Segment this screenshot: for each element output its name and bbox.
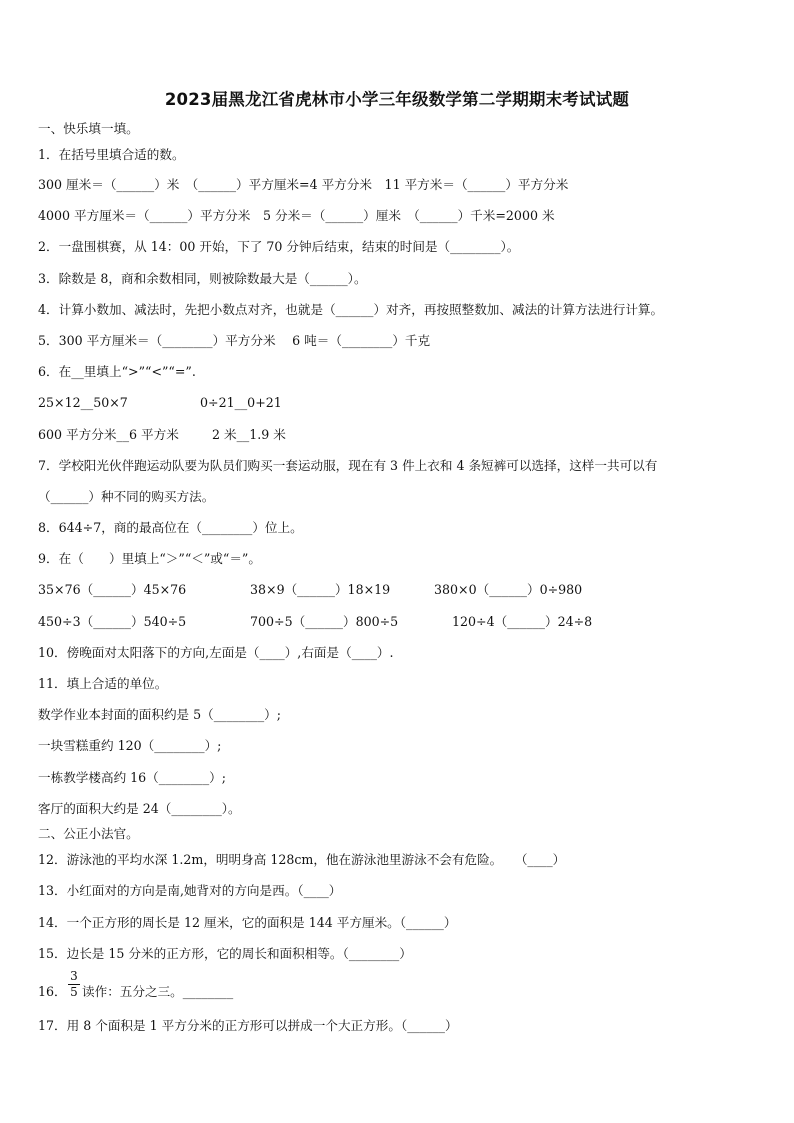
question-9-row-1-item-3: 380×0（______）0÷980 xyxy=(434,582,583,597)
question-17: 17．用 8 个面积是 1 平方分米的正方形可以拼成一个大正方形。（______） xyxy=(38,1018,458,1033)
fraction-three-fifths xyxy=(68,970,80,999)
question-6-item-c: 600 平方分米__6 平方米 xyxy=(38,427,179,442)
question-11-item-c: 一栋教学楼高约 16（________）; xyxy=(38,770,226,785)
question-4: 4．计算小数加、减法时，先把小数点对齐，也就是（______）对齐，再按照整数加、减法的计算方法进行计算。 xyxy=(38,302,664,317)
question-9-row-1-item-2: 38×9（______）18×19 xyxy=(250,582,391,597)
question-13: 13．小红面对的方向是南,她背对的方向是西。（____） xyxy=(38,883,342,898)
question-5: 5．300 平方厘米＝（________）平方分米 6 吨＝（________）千克 xyxy=(38,333,431,348)
question-6-item-b: 0÷21__0+21 xyxy=(200,395,282,410)
question-8: 8．644÷7，商的最高位在（________）位上。 xyxy=(38,520,303,535)
question-11-item-d: 客厅的面积大约是 24（________）。 xyxy=(38,801,241,816)
question-11-item-b: 一块雪糕重约 120（________）; xyxy=(38,738,222,753)
question-1-line-1: 300 厘米＝（______）米 （______）平方厘米=4 平方分米 11 平方米＝（______）平方分米 xyxy=(38,177,569,192)
question-7-line-1: 7．学校阳光伙伴跑运动队要为队员们购买一套运动服，现在有 3 件上衣和 4 条短裤可以选择，这样一共可以有 xyxy=(38,458,658,473)
section-heading-true-false: 二、公正小法官。 xyxy=(38,826,139,841)
question-14: 14．一个正方形的周长是 12 厘米，它的面积是 144 平方厘米。（______） xyxy=(38,915,457,930)
question-9-stem: 9．在（ ）里填上“＞”“＜”或“＝”。 xyxy=(38,551,261,566)
question-12: 12．游泳池的平均水深 1.2m，明明身高 128cm，他在游泳池里游泳不会有危险。 （____） xyxy=(38,852,566,867)
question-9-row-2-item-3: 120÷4（______）24÷8 xyxy=(452,614,593,629)
question-3: 3．除数是 8，商和余数相同，则被除数最大是（______）。 xyxy=(38,271,367,286)
question-2: 2．一盘围棋赛，从 14：00 开始，下了 70 分钟后结束，结束的时间是（________）。 xyxy=(38,239,520,254)
question-16-text: 读作：五分之三。________ xyxy=(82,984,234,999)
question-1-stem: 1．在括号里填合适的数。 xyxy=(38,147,185,162)
question-11-stem: 11．填上合适的单位。 xyxy=(38,676,168,691)
question-10: 10．傍晚面对太阳落下的方向,左面是（____）,右面是（____）. xyxy=(38,645,394,660)
question-16-number: 16． xyxy=(38,984,67,999)
page-title: 2023届黑龙江省虎林市小学三年级数学第二学期期末考试试题 xyxy=(164,90,630,109)
section-heading-fill-in: 一、快乐填一填。 xyxy=(38,121,139,136)
question-7-line-2: （______）种不同的购买方法。 xyxy=(38,489,215,504)
question-11-item-a: 数学作业本封面的面积约是 5（________）; xyxy=(38,707,281,722)
question-6-item-a: 25×12__50×7 xyxy=(38,395,128,410)
question-6-stem: 6．在__里填上“>”“<”“=”. xyxy=(38,364,196,379)
fraction-numerator: 3 xyxy=(70,969,78,983)
question-6-item-d: 2 米__1.9 米 xyxy=(212,427,286,442)
question-9-row-2-item-2: 700÷5（______）800÷5 xyxy=(250,614,399,629)
question-1-line-2: 4000 平方厘米＝（______）平方分米 5 分米＝（______）厘米 （______）千米=2000 米 xyxy=(38,208,555,223)
fraction-denominator: 5 xyxy=(70,985,78,999)
question-15: 15．边长是 15 分米的正方形，它的周长和面积相等。（________） xyxy=(38,946,412,961)
question-9-row-2-item-1: 450÷3（______）540÷5 xyxy=(38,614,187,629)
question-9-row-1-item-1: 35×76（______）45×76 xyxy=(38,582,187,597)
